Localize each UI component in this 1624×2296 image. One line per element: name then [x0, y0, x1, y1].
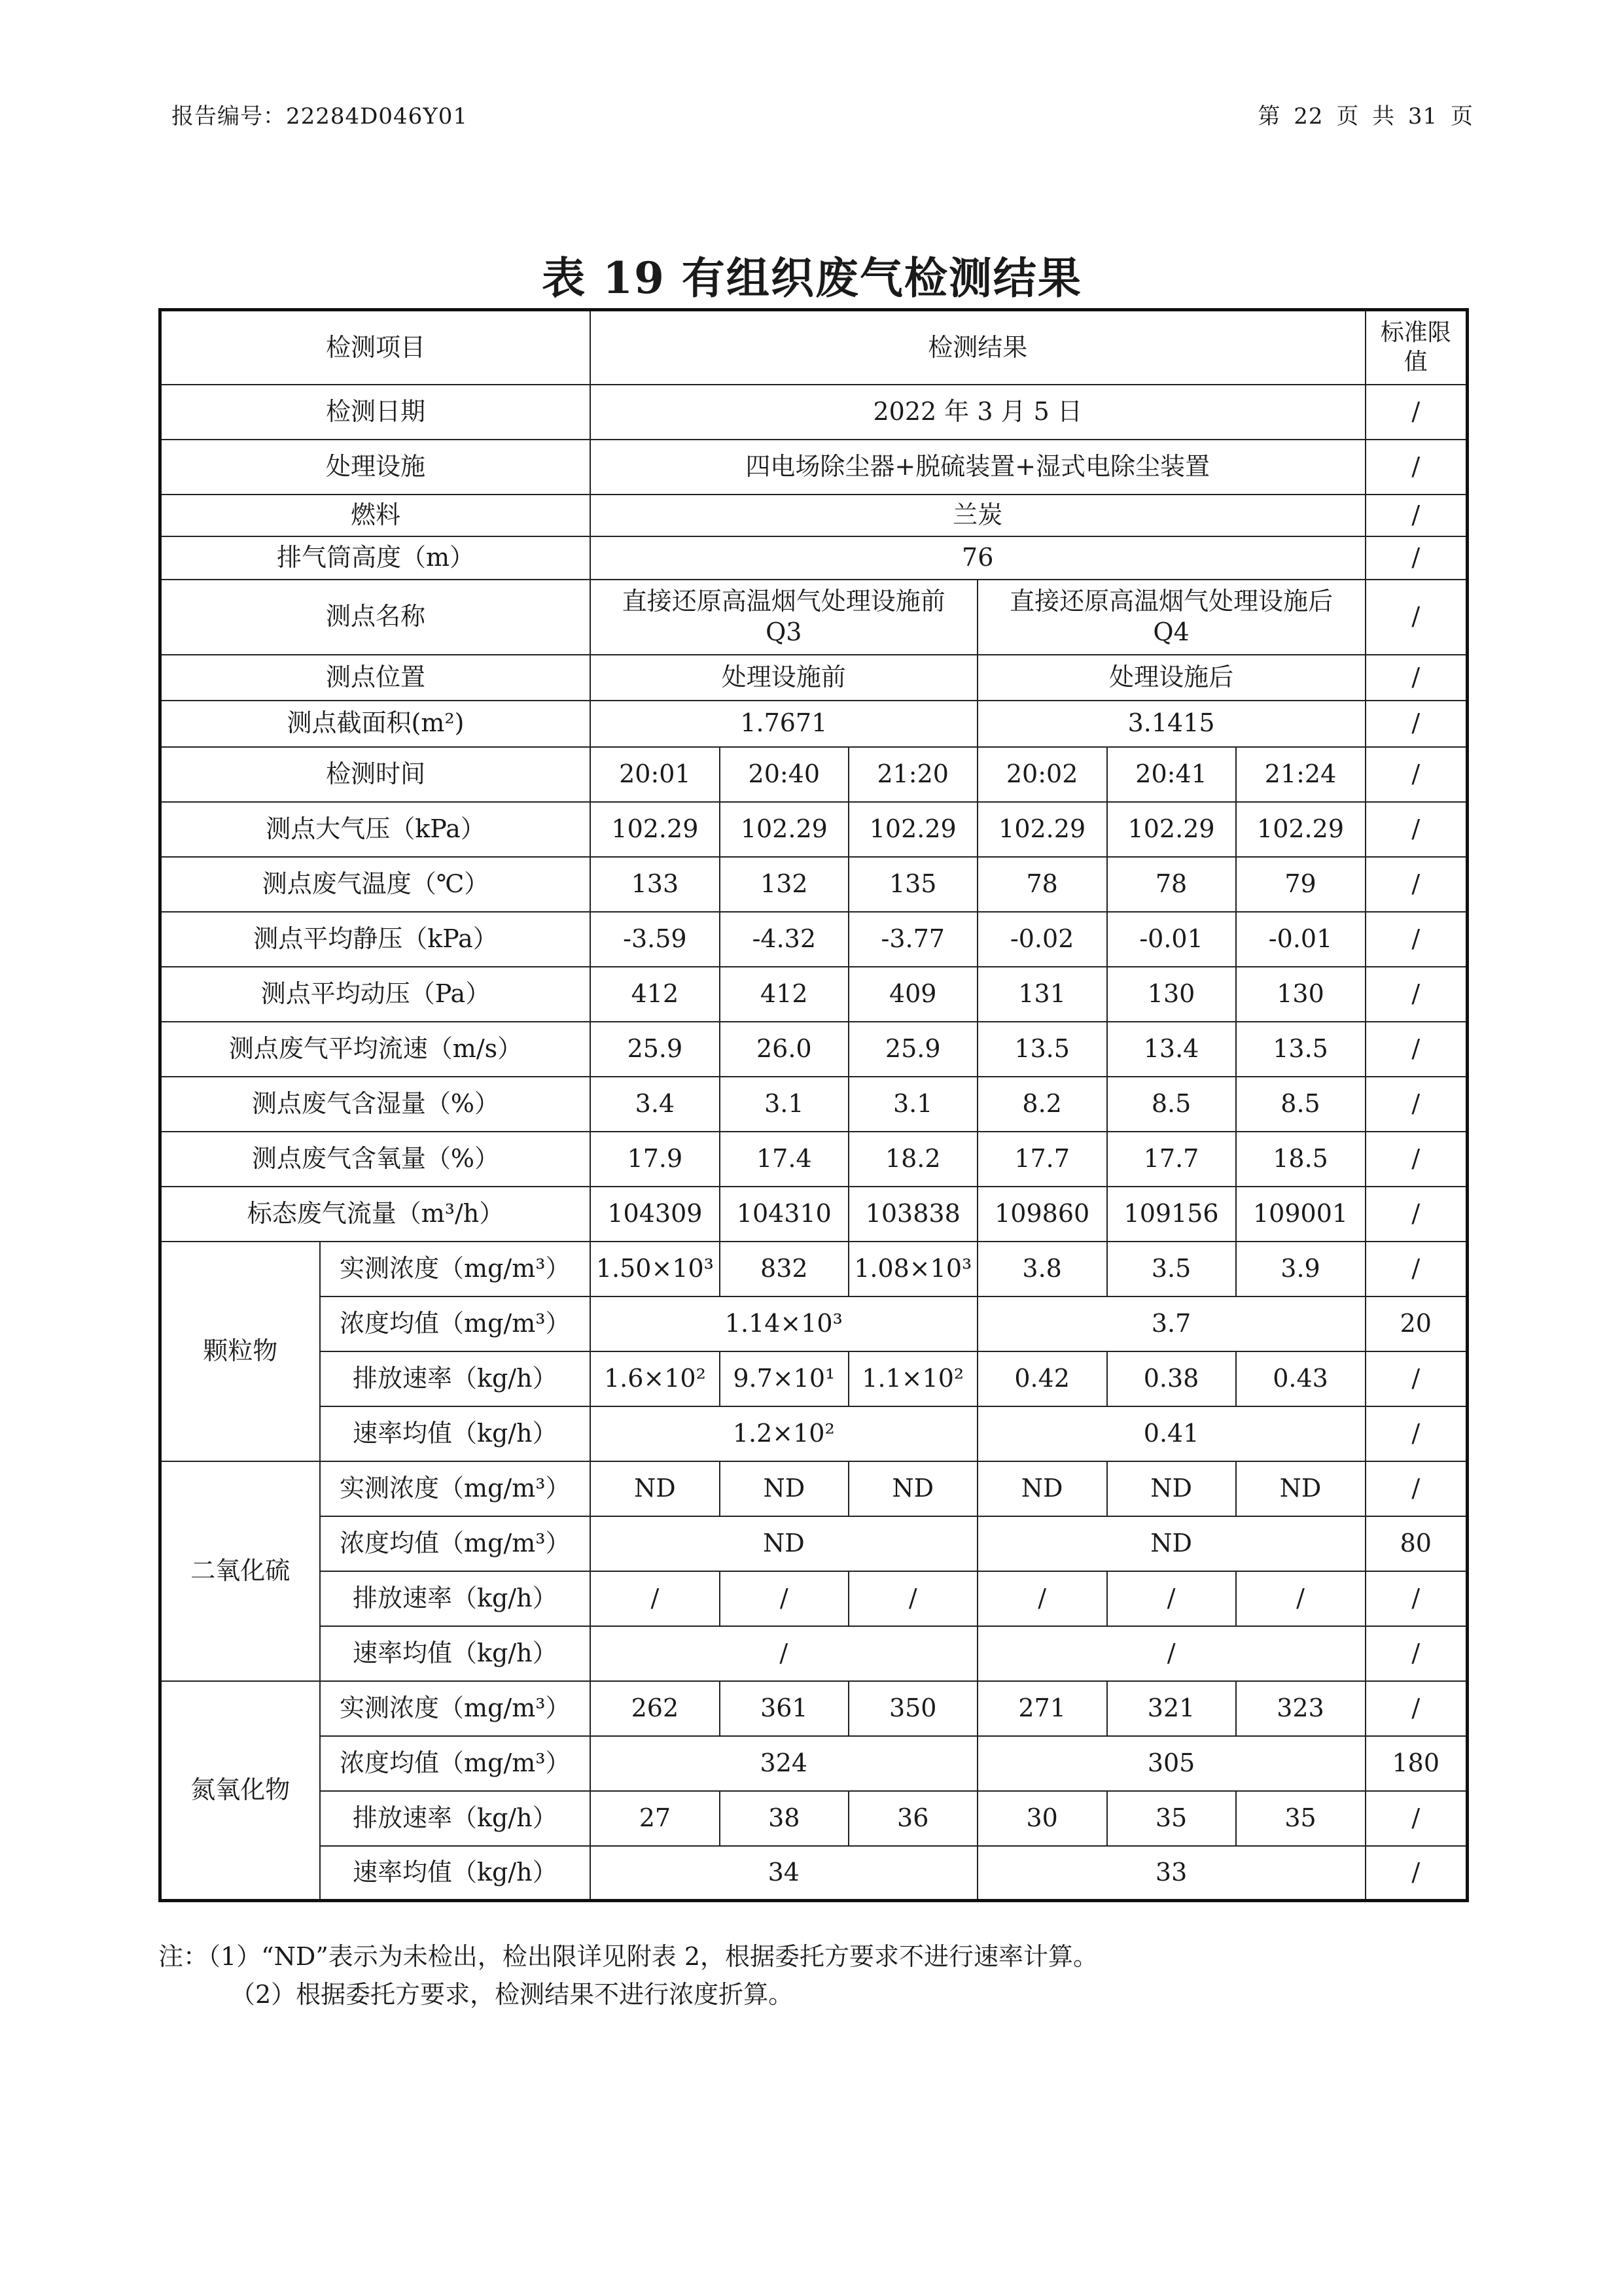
value-cell: 13.4	[1107, 1022, 1236, 1077]
value-cell: 1.1×10²	[849, 1351, 978, 1406]
value-cell: 0.43	[1236, 1351, 1366, 1406]
value-cell: 38	[720, 1791, 849, 1846]
value-cell: 131	[978, 967, 1107, 1022]
value-cell: 109860	[978, 1187, 1107, 1242]
value-cell: 0.42	[978, 1351, 1107, 1406]
row-value: 2022 年 3 月 5 日	[590, 385, 1366, 440]
pollutant-rate-avg-row	[160, 1406, 1468, 1461]
row-label: 测点名称	[160, 580, 590, 655]
value-cell: 8.5	[1236, 1077, 1366, 1132]
row-label: 测点废气含湿量（%）	[160, 1077, 590, 1132]
value-cell: 102.29	[1236, 802, 1366, 857]
value-cell: 109001	[1236, 1187, 1366, 1242]
value-cell: 27	[590, 1791, 720, 1846]
info-row	[160, 440, 1468, 495]
limit-cell: /	[1366, 967, 1468, 1022]
value-cell: -3.77	[849, 912, 978, 967]
value-cell: 3.1	[720, 1077, 849, 1132]
row-label: 排放速率（kg/h）	[320, 1571, 590, 1626]
limit-cell: /	[1366, 857, 1468, 912]
info-row	[160, 385, 1468, 440]
value-cell: 21:20	[849, 747, 978, 802]
value-cell: 102.29	[978, 802, 1107, 857]
point-area-q4: 3.1415	[978, 701, 1366, 747]
value-cell: ND	[1236, 1461, 1366, 1516]
limit-cell: /	[1366, 1846, 1468, 1901]
row-label: 排放速率（kg/h）	[320, 1791, 590, 1846]
avg-q3: 324	[590, 1736, 978, 1791]
pollutant-conc-row	[160, 1242, 1468, 1296]
value-cell: 412	[720, 967, 849, 1022]
point-name-q3: 直接还原高温烟气处理设施前 Q3	[590, 580, 978, 655]
value-cell: 17.7	[978, 1132, 1107, 1187]
row-label: 浓度均值（mg/m³）	[320, 1736, 590, 1791]
row-label: 标态废气流量（m³/h）	[160, 1187, 590, 1242]
limit-cell: /	[1366, 1626, 1468, 1681]
row-label: 排气筒高度（m）	[160, 536, 590, 580]
value-cell: /	[1236, 1571, 1366, 1626]
row-label: 处理设施	[160, 440, 590, 495]
avg-q3: 1.14×10³	[590, 1296, 978, 1351]
data-row	[160, 967, 1468, 1022]
limit-cell: 80	[1366, 1516, 1468, 1571]
row-value: 四电场除尘器+脱硫装置+湿式电除尘装置	[590, 440, 1366, 495]
value-cell: 135	[849, 857, 978, 912]
row-label: 浓度均值（mg/m³）	[320, 1516, 590, 1571]
info-row	[160, 495, 1468, 536]
value-cell: /	[720, 1571, 849, 1626]
data-row	[160, 1022, 1468, 1077]
value-cell: 3.8	[978, 1242, 1107, 1296]
value-cell: -0.01	[1236, 912, 1366, 967]
value-cell: 102.29	[1107, 802, 1236, 857]
value-cell: 130	[1107, 967, 1236, 1022]
row-label: 检测日期	[160, 385, 590, 440]
page-info: 第 22 页 共 31 页	[1258, 103, 1474, 130]
row-label: 排放速率（kg/h）	[320, 1351, 590, 1406]
rate-avg-q3: 1.2×10²	[590, 1406, 978, 1461]
value-cell: 103838	[849, 1187, 978, 1242]
value-cell: 321	[1107, 1681, 1236, 1736]
limit-cell: 180	[1366, 1736, 1468, 1791]
value-cell: 35	[1236, 1791, 1366, 1846]
row-label: 速率均值（kg/h）	[320, 1846, 590, 1901]
row-value: 兰炭	[590, 495, 1366, 536]
value-cell: 271	[978, 1681, 1107, 1736]
data-row	[160, 802, 1468, 857]
limit-cell: 20	[1366, 1296, 1468, 1351]
value-cell: /	[978, 1571, 1107, 1626]
limit-cell: /	[1366, 1077, 1468, 1132]
value-cell: 832	[720, 1242, 849, 1296]
value-cell: 20:01	[590, 747, 720, 802]
value-cell: 3.5	[1107, 1242, 1236, 1296]
data-row	[160, 912, 1468, 967]
value-cell: 104310	[720, 1187, 849, 1242]
value-cell: 3.9	[1236, 1242, 1366, 1296]
limit-cell: /	[1366, 385, 1468, 440]
pollutant-name: 二氧化硫	[160, 1461, 320, 1681]
point-name-q4: 直接还原高温烟气处理设施后 Q4	[978, 580, 1366, 655]
pollutant-rate-avg-row	[160, 1846, 1468, 1901]
limit-cell: /	[1366, 1351, 1468, 1406]
value-cell: ND	[590, 1461, 720, 1516]
value-cell: 1.50×10³	[590, 1242, 720, 1296]
value-cell: /	[1107, 1571, 1236, 1626]
table-title: 表 19 有组织废气检测结果	[542, 252, 1082, 304]
limit-cell: /	[1366, 1022, 1468, 1077]
limit-cell: /	[1366, 701, 1468, 747]
row-label: 速率均值（kg/h）	[320, 1626, 590, 1681]
header-item: 检测项目	[160, 310, 590, 385]
row-label: 实测浓度（mg/m³）	[320, 1681, 590, 1736]
pollutant-avg-row	[160, 1736, 1468, 1791]
pollutant-rate-row	[160, 1571, 1468, 1626]
value-cell: 36	[849, 1791, 978, 1846]
rate-avg-q3: /	[590, 1626, 978, 1681]
value-cell: 79	[1236, 857, 1366, 912]
limit-cell: /	[1366, 1406, 1468, 1461]
results-table	[158, 308, 1469, 1902]
row-label: 测点截面积(m²)	[160, 701, 590, 747]
value-cell: ND	[720, 1461, 849, 1516]
note-1: 注：（1）“ND”表示为未检出，检出限详见附表 2，根据委托方要求不进行速率计算。	[158, 1942, 1099, 1971]
value-cell: 18.5	[1236, 1132, 1366, 1187]
limit-cell: /	[1366, 580, 1468, 655]
pollutant-conc-row	[160, 1681, 1468, 1736]
value-cell: 8.5	[1107, 1077, 1236, 1132]
value-cell: 323	[1236, 1681, 1366, 1736]
value-cell: 3.4	[590, 1077, 720, 1132]
limit-cell: /	[1366, 655, 1468, 701]
limit-cell: /	[1366, 1571, 1468, 1626]
value-cell: ND	[1107, 1461, 1236, 1516]
header-row	[160, 310, 1468, 385]
value-cell: -0.01	[1107, 912, 1236, 967]
pollutant-conc-row	[160, 1461, 1468, 1516]
limit-cell: /	[1366, 536, 1468, 580]
rate-avg-q3: 34	[590, 1846, 978, 1901]
pollutant-rate-avg-row	[160, 1626, 1468, 1681]
data-row	[160, 1132, 1468, 1187]
limit-cell: /	[1366, 802, 1468, 857]
row-label: 测点废气平均流速（m/s）	[160, 1022, 590, 1077]
pollutant-rate-row	[160, 1791, 1468, 1846]
value-cell: 9.7×10¹	[720, 1351, 849, 1406]
value-cell: 20:40	[720, 747, 849, 802]
value-cell: 102.29	[590, 802, 720, 857]
limit-cell: /	[1366, 1461, 1468, 1516]
value-cell: 20:41	[1107, 747, 1236, 802]
data-row	[160, 857, 1468, 912]
value-cell: 361	[720, 1681, 849, 1736]
limit-cell: /	[1366, 1681, 1468, 1736]
value-cell: 78	[1107, 857, 1236, 912]
value-cell: 20:02	[978, 747, 1107, 802]
data-row	[160, 1077, 1468, 1132]
value-cell: 17.7	[1107, 1132, 1236, 1187]
data-row	[160, 1187, 1468, 1242]
value-cell: 262	[590, 1681, 720, 1736]
header-limit: 标准限值	[1366, 310, 1468, 385]
pollutant-rate-row	[160, 1351, 1468, 1406]
value-cell: 78	[978, 857, 1107, 912]
notes	[158, 1938, 1098, 2013]
value-cell: 1.6×10²	[590, 1351, 720, 1406]
value-cell: 35	[1107, 1791, 1236, 1846]
header-result: 检测结果	[590, 310, 1366, 385]
rate-avg-q4: /	[978, 1626, 1366, 1681]
limit-cell: /	[1366, 495, 1468, 536]
value-cell: 26.0	[720, 1022, 849, 1077]
avg-q3: ND	[590, 1516, 978, 1571]
value-cell: 102.29	[720, 802, 849, 857]
data-row	[160, 747, 1468, 802]
row-label: 测点大气压（kPa）	[160, 802, 590, 857]
value-cell: 102.29	[849, 802, 978, 857]
value-cell: 130	[1236, 967, 1366, 1022]
value-cell: /	[849, 1571, 978, 1626]
value-cell: ND	[978, 1461, 1107, 1516]
value-cell: 25.9	[590, 1022, 720, 1077]
row-label: 测点平均静压（kPa）	[160, 912, 590, 967]
value-cell: 18.2	[849, 1132, 978, 1187]
value-cell: 3.1	[849, 1077, 978, 1132]
value-cell: 412	[590, 967, 720, 1022]
value-cell: 21:24	[1236, 747, 1366, 802]
pollutant-name: 氮氧化物	[160, 1681, 320, 1901]
row-label: 浓度均值（mg/m³）	[320, 1296, 590, 1351]
pollutant-name: 颗粒物	[160, 1242, 320, 1461]
row-label: 测点平均动压（Pa）	[160, 967, 590, 1022]
rate-avg-q4: 33	[978, 1846, 1366, 1901]
limit-cell: /	[1366, 912, 1468, 967]
value-cell: -0.02	[978, 912, 1107, 967]
value-cell: 109156	[1107, 1187, 1236, 1242]
value-cell: 350	[849, 1681, 978, 1736]
row-label: 实测浓度（mg/m³）	[320, 1461, 590, 1516]
point-position-q3: 处理设施前	[590, 655, 978, 701]
value-cell: 30	[978, 1791, 1107, 1846]
row-label: 测点废气温度（℃）	[160, 857, 590, 912]
report-number: 报告编号：22284D046Y01	[171, 103, 468, 130]
value-cell: -4.32	[720, 912, 849, 967]
point-area-row	[160, 701, 1468, 747]
value-cell: 25.9	[849, 1022, 978, 1077]
limit-cell: /	[1366, 1132, 1468, 1187]
value-cell: 17.4	[720, 1132, 849, 1187]
avg-q4: 305	[978, 1736, 1366, 1791]
value-cell: 104309	[590, 1187, 720, 1242]
point-position-q4: 处理设施后	[978, 655, 1366, 701]
note-2: （2）根据委托方要求，检测结果不进行浓度折算。	[230, 1980, 794, 2009]
value-cell: 409	[849, 967, 978, 1022]
limit-cell: /	[1366, 1791, 1468, 1846]
point-area-q3: 1.7671	[590, 701, 978, 747]
row-label: 检测时间	[160, 747, 590, 802]
value-cell: /	[590, 1571, 720, 1626]
row-label: 测点废气含氧量（%）	[160, 1132, 590, 1187]
value-cell: 133	[590, 857, 720, 912]
value-cell: 0.38	[1107, 1351, 1236, 1406]
avg-q4: 3.7	[978, 1296, 1366, 1351]
value-cell: 8.2	[978, 1077, 1107, 1132]
info-row	[160, 536, 1468, 580]
value-cell: 13.5	[978, 1022, 1107, 1077]
limit-cell: /	[1366, 747, 1468, 802]
value-cell: -3.59	[590, 912, 720, 967]
limit-cell: /	[1366, 1242, 1468, 1296]
avg-q4: ND	[978, 1516, 1366, 1571]
value-cell: ND	[849, 1461, 978, 1516]
rate-avg-q4: 0.41	[978, 1406, 1366, 1461]
value-cell: 13.5	[1236, 1022, 1366, 1077]
limit-cell: /	[1366, 440, 1468, 495]
row-label: 实测浓度（mg/m³）	[320, 1242, 590, 1296]
limit-cell: /	[1366, 1187, 1468, 1242]
row-value: 76	[590, 536, 1366, 580]
value-cell: 1.08×10³	[849, 1242, 978, 1296]
point-name-row	[160, 580, 1468, 655]
point-position-row	[160, 655, 1468, 701]
row-label: 速率均值（kg/h）	[320, 1406, 590, 1461]
value-cell: 17.9	[590, 1132, 720, 1187]
row-label: 测点位置	[160, 655, 590, 701]
value-cell: 132	[720, 857, 849, 912]
row-label: 燃料	[160, 495, 590, 536]
pollutant-avg-row	[160, 1296, 1468, 1351]
pollutant-avg-row	[160, 1516, 1468, 1571]
